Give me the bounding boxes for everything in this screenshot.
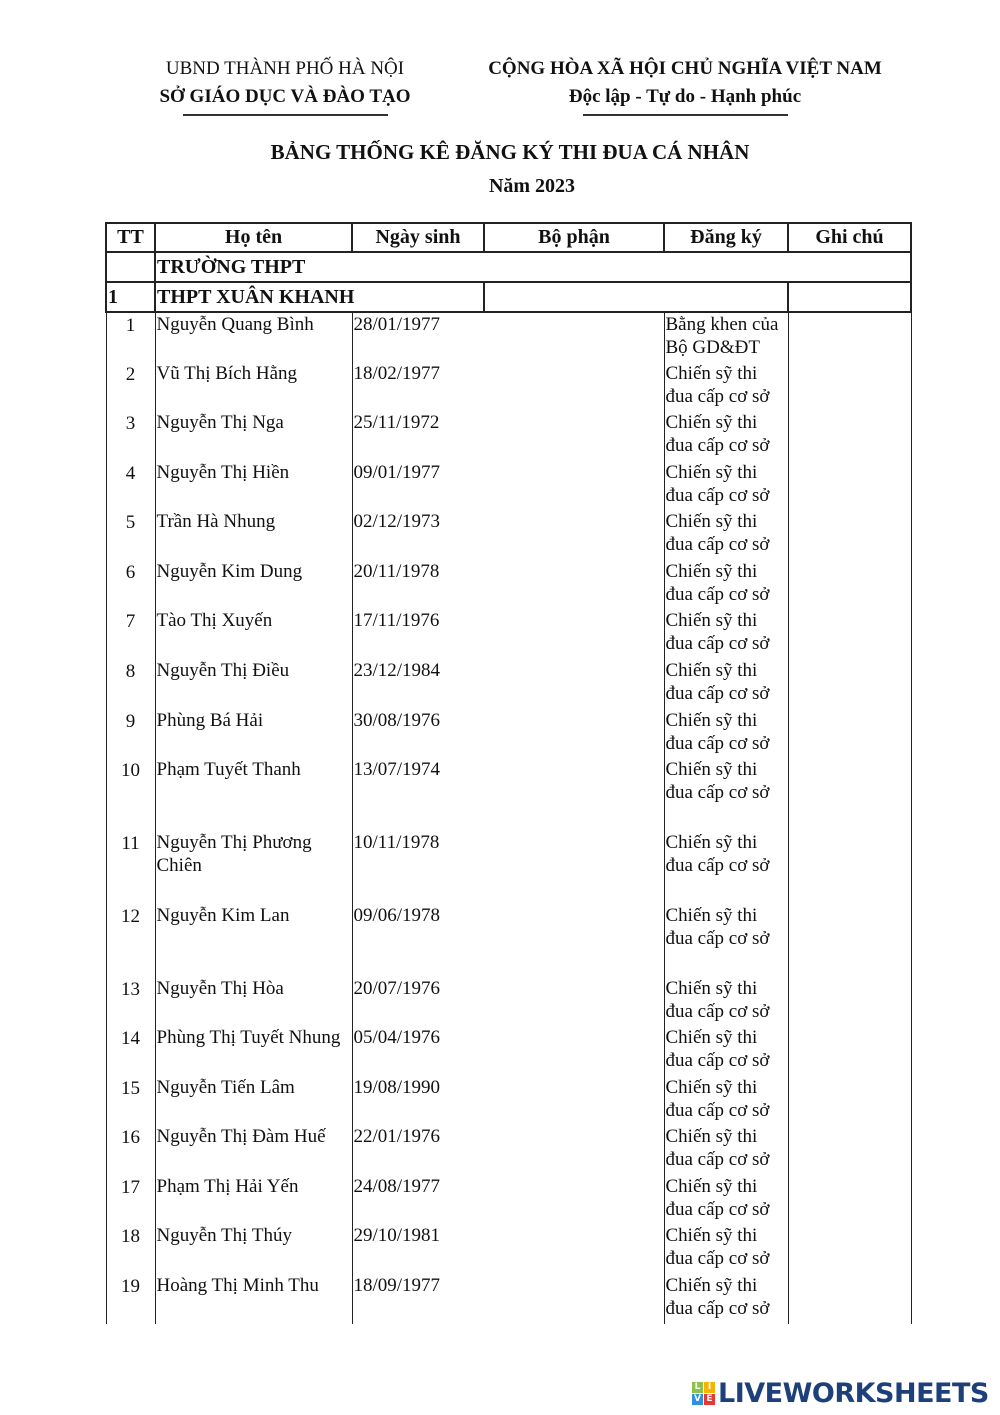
table-row bbox=[106, 831, 911, 904]
department bbox=[484, 831, 664, 904]
row-number: 9 bbox=[106, 709, 155, 758]
person-name: Nguyễn Kim Lan bbox=[155, 904, 352, 977]
registration: Chiến sỹ thi đua cấp cơ sở bbox=[664, 709, 788, 758]
table-row bbox=[106, 411, 911, 461]
note bbox=[788, 659, 911, 709]
note bbox=[788, 1175, 911, 1224]
note bbox=[788, 510, 911, 560]
table-row bbox=[106, 1125, 911, 1175]
column-header: Ngày sinh bbox=[352, 223, 484, 252]
divider bbox=[183, 114, 388, 116]
note bbox=[788, 1125, 911, 1175]
registration: Chiến sỹ thi đua cấp cơ sở bbox=[664, 362, 788, 411]
person-name: Phạm Tuyết Thanh bbox=[155, 758, 352, 831]
birth-date: 22/01/1976 bbox=[352, 1125, 484, 1175]
birth-date: 13/07/1974 bbox=[352, 758, 484, 831]
registration: Chiến sỹ thi đua cấp cơ sở bbox=[664, 609, 788, 659]
note bbox=[788, 312, 911, 362]
row-number: 3 bbox=[106, 411, 155, 461]
person-name: Hoàng Thị Minh Thu bbox=[155, 1274, 352, 1324]
country-name: CỘNG HÒA XÃ HỘI CHỦ NGHĨA VIỆT NAM bbox=[488, 58, 882, 79]
birth-date: 29/10/1981 bbox=[352, 1224, 484, 1274]
department bbox=[484, 758, 664, 831]
row-number: 14 bbox=[106, 1026, 155, 1076]
note bbox=[788, 362, 911, 411]
table-row bbox=[106, 904, 911, 977]
note bbox=[788, 461, 911, 510]
registration: Bằng khen của Bộ GD&ĐT bbox=[664, 312, 788, 362]
birth-date: 05/04/1976 bbox=[352, 1026, 484, 1076]
department bbox=[484, 977, 664, 1026]
registration: Chiến sỹ thi đua cấp cơ sở bbox=[664, 1224, 788, 1274]
row-number: 11 bbox=[106, 831, 155, 904]
birth-date: 20/11/1978 bbox=[352, 560, 484, 609]
department bbox=[484, 411, 664, 461]
birth-date: 17/11/1976 bbox=[352, 609, 484, 659]
table-row bbox=[106, 1026, 911, 1076]
row-number: 8 bbox=[106, 659, 155, 709]
birth-date: 28/01/1977 bbox=[352, 312, 484, 362]
column-header: TT bbox=[106, 223, 155, 252]
table-row bbox=[106, 1224, 911, 1274]
person-name: Trần Hà Nhung bbox=[155, 510, 352, 560]
registration: Chiến sỹ thi đua cấp cơ sở bbox=[664, 758, 788, 831]
birth-date: 30/08/1976 bbox=[352, 709, 484, 758]
registration: Chiến sỹ thi đua cấp cơ sở bbox=[664, 1274, 788, 1324]
person-name: Nguyễn Thị Điều bbox=[155, 659, 352, 709]
person-name: Nguyễn Quang Bình bbox=[155, 312, 352, 362]
row-number: 1 bbox=[106, 312, 155, 362]
person-name: Nguyễn Tiến Lâm bbox=[155, 1076, 352, 1125]
row-number: 17 bbox=[106, 1175, 155, 1224]
row-number: 6 bbox=[106, 560, 155, 609]
table-row bbox=[106, 758, 911, 831]
row-number: 2 bbox=[106, 362, 155, 411]
liveworksheets-watermark bbox=[692, 1378, 989, 1409]
department bbox=[484, 560, 664, 609]
note bbox=[788, 977, 911, 1026]
person-name: Nguyễn Thị Nga bbox=[155, 411, 352, 461]
person-name: Nguyễn Thị Thúy bbox=[155, 1224, 352, 1274]
row-number: 13 bbox=[106, 977, 155, 1026]
department-name: SỞ GIÁO DỤC VÀ ĐÀO TẠO bbox=[159, 86, 411, 107]
birth-date: 23/12/1984 bbox=[352, 659, 484, 709]
department bbox=[484, 461, 664, 510]
department bbox=[484, 1076, 664, 1125]
watermark-text: LIVEWORKSHEETS bbox=[718, 1378, 989, 1409]
group-row bbox=[106, 282, 911, 312]
note bbox=[788, 904, 911, 977]
registration-table bbox=[105, 222, 912, 1324]
person-name: Vũ Thị Bích Hằng bbox=[155, 362, 352, 411]
note bbox=[788, 1224, 911, 1274]
department bbox=[484, 1026, 664, 1076]
row-number: 18 bbox=[106, 1224, 155, 1274]
registration: Chiến sỹ thi đua cấp cơ sở bbox=[664, 904, 788, 977]
table-row bbox=[106, 709, 911, 758]
registration: Chiến sỹ thi đua cấp cơ sở bbox=[664, 659, 788, 709]
table-row bbox=[106, 560, 911, 609]
department bbox=[484, 362, 664, 411]
table-row bbox=[106, 1175, 911, 1224]
department bbox=[484, 904, 664, 977]
registration: Chiến sỹ thi đua cấp cơ sở bbox=[664, 831, 788, 904]
row-number: 12 bbox=[106, 904, 155, 977]
registration: Chiến sỹ thi đua cấp cơ sở bbox=[664, 977, 788, 1026]
person-name: Nguyễn Thị Hiền bbox=[155, 461, 352, 510]
note bbox=[788, 758, 911, 831]
person-name: Nguyễn Thị Đàm Huế bbox=[155, 1125, 352, 1175]
table-row bbox=[106, 1274, 911, 1324]
birth-date: 09/06/1978 bbox=[352, 904, 484, 977]
table-row bbox=[106, 609, 911, 659]
section-title: TRƯỜNG THPT bbox=[155, 252, 911, 282]
person-name: Nguyễn Thị Phương Chiên bbox=[155, 831, 352, 904]
note bbox=[788, 411, 911, 461]
birth-date: 09/01/1977 bbox=[352, 461, 484, 510]
live-badge-icon: L I V E bbox=[692, 1382, 715, 1405]
birth-date: 02/12/1973 bbox=[352, 510, 484, 560]
person-name: Phạm Thị Hải Yến bbox=[155, 1175, 352, 1224]
table-row bbox=[106, 1076, 911, 1125]
birth-date: 25/11/1972 bbox=[352, 411, 484, 461]
person-name: Phùng Bá Hải bbox=[155, 709, 352, 758]
birth-date: 18/09/1977 bbox=[352, 1274, 484, 1324]
document-year: Năm 2023 bbox=[488, 175, 576, 197]
department bbox=[484, 1125, 664, 1175]
note bbox=[788, 560, 911, 609]
registration: Chiến sỹ thi đua cấp cơ sở bbox=[664, 560, 788, 609]
row-number: 16 bbox=[106, 1125, 155, 1175]
birth-date: 20/07/1976 bbox=[352, 977, 484, 1026]
note bbox=[788, 1274, 911, 1324]
department bbox=[484, 709, 664, 758]
row-number: 4 bbox=[106, 461, 155, 510]
birth-date: 18/02/1977 bbox=[352, 362, 484, 411]
table-row bbox=[106, 461, 911, 510]
table-row bbox=[106, 510, 911, 560]
note bbox=[788, 1026, 911, 1076]
row-number: 15 bbox=[106, 1076, 155, 1125]
department bbox=[484, 659, 664, 709]
group-number: 1 bbox=[106, 282, 155, 312]
birth-date: 10/11/1978 bbox=[352, 831, 484, 904]
column-header: Bộ phận bbox=[484, 223, 664, 252]
note bbox=[788, 709, 911, 758]
department bbox=[484, 510, 664, 560]
divider bbox=[583, 114, 788, 116]
department bbox=[484, 1175, 664, 1224]
birth-date: 19/08/1990 bbox=[352, 1076, 484, 1125]
birth-date: 24/08/1977 bbox=[352, 1175, 484, 1224]
motto: Độc lập - Tự do - Hạnh phúc bbox=[568, 86, 802, 107]
person-name: Nguyễn Thị Hòa bbox=[155, 977, 352, 1026]
registration: Chiến sỹ thi đua cấp cơ sở bbox=[664, 1175, 788, 1224]
registration: Chiến sỹ thi đua cấp cơ sở bbox=[664, 1076, 788, 1125]
agency-name: UBND THÀNH PHỐ HÀ NỘI bbox=[165, 58, 405, 79]
note bbox=[788, 831, 911, 904]
registration: Chiến sỹ thi đua cấp cơ sở bbox=[664, 510, 788, 560]
column-header: Đăng ký bbox=[664, 223, 788, 252]
row-number: 7 bbox=[106, 609, 155, 659]
table-row bbox=[106, 977, 911, 1026]
registration: Chiến sỹ thi đua cấp cơ sở bbox=[664, 461, 788, 510]
row-number: 5 bbox=[106, 510, 155, 560]
table-row bbox=[106, 312, 911, 362]
person-name: Phùng Thị Tuyết Nhung bbox=[155, 1026, 352, 1076]
document-title: BẢNG THỐNG KÊ ĐĂNG KÝ THI ĐUA CÁ NHÂN bbox=[270, 140, 750, 164]
registration: Chiến sỹ thi đua cấp cơ sở bbox=[664, 411, 788, 461]
registration: Chiến sỹ thi đua cấp cơ sở bbox=[664, 1125, 788, 1175]
registration: Chiến sỹ thi đua cấp cơ sở bbox=[664, 1026, 788, 1076]
row-number: 19 bbox=[106, 1274, 155, 1324]
table-row bbox=[106, 362, 911, 411]
group-name: THPT XUÂN KHANH bbox=[155, 282, 484, 312]
person-name: Tào Thị Xuyến bbox=[155, 609, 352, 659]
note bbox=[788, 609, 911, 659]
column-header: Họ tên bbox=[155, 223, 352, 252]
section-row bbox=[106, 252, 911, 282]
department bbox=[484, 609, 664, 659]
department bbox=[484, 1274, 664, 1324]
table-row bbox=[106, 659, 911, 709]
department bbox=[484, 312, 664, 362]
column-header: Ghi chú bbox=[788, 223, 911, 252]
person-name: Nguyễn Kim Dung bbox=[155, 560, 352, 609]
table-header-row bbox=[106, 223, 911, 252]
note bbox=[788, 1076, 911, 1125]
department bbox=[484, 1224, 664, 1274]
row-number: 10 bbox=[106, 758, 155, 831]
